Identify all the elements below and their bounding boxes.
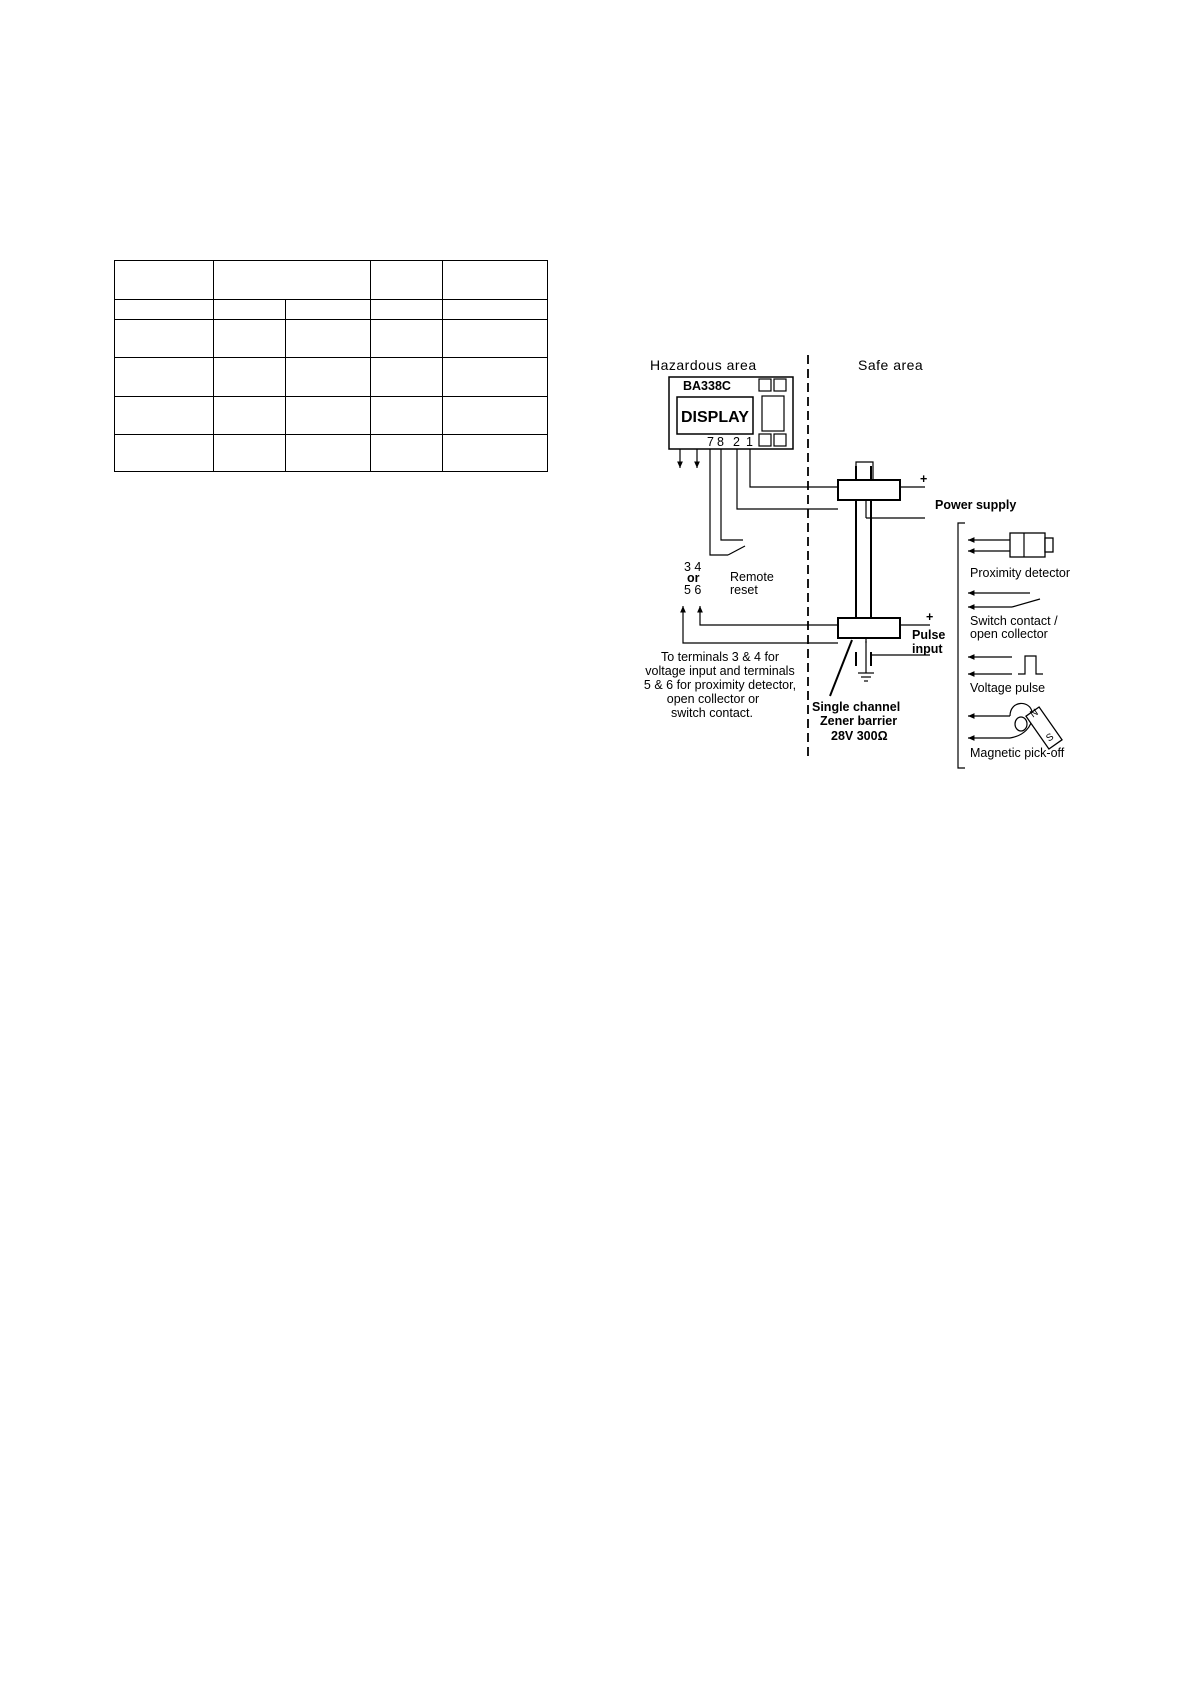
barrier-pointer (830, 640, 852, 696)
pulse-input-plus: + (926, 610, 934, 624)
hazardous-area-label: Hazardous area (650, 357, 757, 373)
sensor-bracket (958, 523, 965, 768)
wire (750, 449, 838, 487)
remote-reset-label: Remote (730, 570, 774, 584)
terminal-note: To terminals 3 & 4 for (660, 650, 780, 664)
barrier-label: 28V 300Ω (831, 729, 888, 743)
magnet-n-label: N (1028, 707, 1041, 721)
button-icon (774, 434, 786, 446)
terminal-label: 1 (746, 435, 753, 449)
earth-icon (858, 673, 874, 681)
instrument-model: BA338C (683, 379, 731, 393)
terminal-label: 2 (733, 435, 740, 449)
barrier-label: Single channel (812, 700, 901, 714)
remote-reset-label: reset (730, 583, 758, 597)
switch-contact-label: Switch contact / (970, 614, 1058, 628)
terminal-note: switch contact. (671, 706, 753, 720)
reset-switch-icon (728, 546, 745, 555)
terminal-choice-label: or (687, 571, 700, 585)
terminal-choice-label: 3 4 (684, 560, 702, 574)
voltage-pulse-icon (968, 656, 1043, 674)
button-icon (774, 379, 786, 391)
wire (737, 449, 838, 509)
terminal-choice-label: 5 6 (684, 583, 702, 597)
display-label: DISPLAY (681, 409, 749, 426)
pulse-input-label: input (912, 642, 943, 656)
terminal-label: 8 (717, 435, 724, 449)
terminal-note: 5 & 6 for proximity detector, (643, 678, 797, 692)
voltage-pulse-label: Voltage pulse (970, 681, 1046, 695)
button-icon (762, 396, 784, 431)
power-barrier-module (838, 480, 900, 500)
terminal-label: 7 (707, 435, 714, 449)
safe-area-label: Safe area (858, 357, 924, 373)
terminal-note: voltage input and terminals (645, 664, 795, 678)
wire (710, 449, 728, 555)
pulse-input-label: Pulse (912, 628, 946, 642)
button-icon (759, 379, 771, 391)
proximity-detector-label: Proximity detector (970, 566, 1071, 580)
terminal-note: open collector or (666, 692, 760, 706)
switch-contact-icon (968, 593, 1040, 607)
switch-contact-label: open collector (970, 627, 1048, 641)
barrier-label: Zener barrier (820, 714, 898, 728)
magnetic-pickoff-label: Magnetic pick-off (970, 746, 1065, 760)
button-icon (759, 434, 771, 446)
magnet-s-label: S (1044, 731, 1057, 745)
wire (721, 449, 743, 540)
power-supply-plus: + (920, 472, 928, 486)
wire (700, 606, 838, 625)
proximity-detector-icon (968, 533, 1053, 557)
power-supply-label: Power supply (935, 498, 1017, 512)
pulse-barrier-module (838, 618, 900, 638)
